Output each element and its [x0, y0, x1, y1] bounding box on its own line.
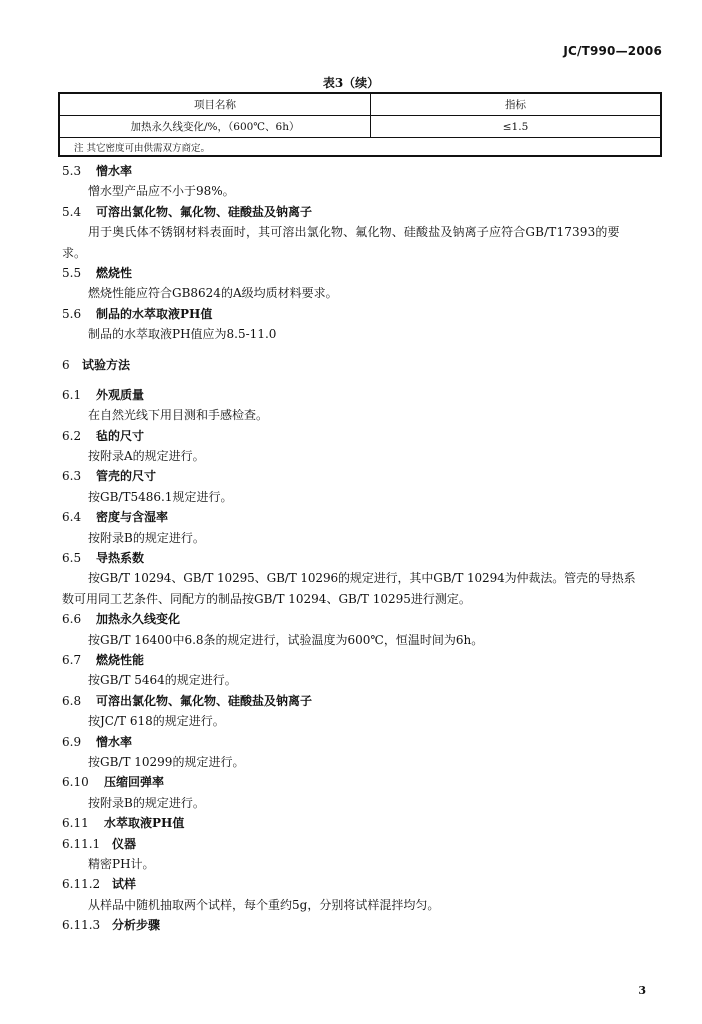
- section-title: 制品的水萃取液PH值: [96, 306, 213, 321]
- paragraph: 憎水型产品应不小于98%。: [88, 184, 235, 199]
- paragraph: 按附录B的规定进行。: [88, 530, 205, 545]
- paragraph: 在自然光线下用目测和手感检查。: [88, 408, 269, 423]
- paragraph: 按附录A的规定进行。: [88, 449, 205, 464]
- section-title: 加热永久线变化: [96, 612, 181, 627]
- section-number: 6.3: [62, 469, 82, 484]
- section-heading-5-3: [62, 161, 662, 181]
- section-heading-6-11-1: [62, 834, 662, 854]
- section-number: 5.4: [62, 204, 82, 219]
- section-title: 密度与含湿率: [96, 510, 169, 525]
- paragraph: 按JC/T 618的规定进行。: [88, 714, 225, 729]
- section-title: 外观质量: [96, 387, 145, 402]
- column-header-item: 项目名称: [59, 93, 371, 116]
- section-title: 管壳的尺寸: [96, 469, 157, 484]
- section-title: 导热系数: [96, 551, 145, 566]
- section-title: 试验方法: [82, 357, 131, 372]
- section-number: 6.7: [62, 652, 82, 667]
- table-header-row: [59, 93, 661, 116]
- section-heading-6-11-3: [62, 915, 662, 935]
- section-heading-5-5: [62, 263, 662, 283]
- section-heading-6-7: [62, 650, 662, 670]
- section-heading-6: [62, 355, 662, 375]
- section-heading-5-6: [62, 304, 662, 324]
- section-number: 6.4: [62, 510, 82, 525]
- paragraph: 按附录B的规定进行。: [88, 795, 205, 810]
- section-heading-6-3: [62, 466, 662, 486]
- section-number: 6.11: [62, 816, 89, 831]
- section-title: 分析步骤: [112, 918, 161, 933]
- section-heading-6-11: [62, 813, 662, 833]
- paragraph: 按GB/T5486.1规定进行。: [88, 489, 233, 504]
- paragraph: 按GB/T 16400中6.8条的规定进行，试验温度为600℃，恒温时间为6h。: [88, 632, 484, 647]
- page-number: 3: [638, 984, 646, 997]
- paragraph: 从样品中随机抽取两个试样，每个重约5g，分别将试样混拌均匀。: [88, 897, 440, 912]
- document-body: [62, 161, 662, 935]
- table-title: 表3（续）: [322, 76, 380, 90]
- spacer: [62, 375, 662, 385]
- section-number: 6: [62, 357, 70, 372]
- paragraph: 按GB/T 5464的规定进行。: [88, 673, 237, 688]
- section-number: 6.8: [62, 693, 82, 708]
- table-cell-item: 加热永久线变化/%，（600℃、6h）: [59, 116, 371, 138]
- section-title: 憎水率: [96, 164, 133, 178]
- table-note: 注 其它密度可由供需双方商定。: [59, 138, 661, 157]
- section-number: 6.11.1: [62, 836, 101, 851]
- paragraph: 燃烧性能应符合GB8624的A级均质材料要求。: [88, 286, 338, 301]
- spec-table: [58, 92, 662, 157]
- section-title: 可溶出氯化物、氟化物、硅酸盐及钠离子: [96, 204, 313, 219]
- section-heading-6-9: [62, 732, 662, 752]
- section-heading-6-2: [62, 426, 662, 446]
- paragraph-continuation: 求。: [62, 245, 87, 260]
- paragraph: 精密PH计。: [88, 856, 155, 871]
- section-number: 5.3: [62, 164, 82, 178]
- section-title: 憎水率: [96, 734, 133, 749]
- section-heading-6-11-2: [62, 874, 662, 894]
- section-title: 水萃取液PH值: [104, 816, 185, 831]
- section-number: 6.11.2: [62, 877, 101, 892]
- table-cell-value: ≤1.5: [371, 116, 662, 138]
- section-heading-6-5: [62, 548, 662, 568]
- section-title: 燃烧性: [96, 265, 133, 280]
- section-number: 6.10: [62, 775, 89, 790]
- spacer: [62, 345, 662, 355]
- paragraph: 按GB/T 10294、GB/T 10295、GB/T 10296的规定进行，其中GB/T 10294为仲裁法。管壳的导热系: [88, 571, 636, 586]
- section-number: 5.6: [62, 306, 82, 321]
- paragraph: 用于奥氏体不锈钢材料表面时，其可溶出氯化物、氟化物、硅酸盐及钠离子应符合GB/T17393的要: [88, 225, 620, 240]
- section-number: 6.1: [62, 387, 82, 402]
- section-heading-6-6: [62, 609, 662, 629]
- section-title: 燃烧性能: [96, 652, 145, 667]
- standard-code: JC/T990—2006: [563, 44, 662, 58]
- table-row: [59, 116, 661, 138]
- section-heading-6-4: [62, 507, 662, 527]
- column-header-index: 指标: [371, 93, 662, 116]
- section-number: 6.6: [62, 612, 82, 627]
- section-number: 6.5: [62, 551, 82, 566]
- section-heading-6-8: [62, 691, 662, 711]
- section-heading-6-10: [62, 772, 662, 792]
- section-number: 6.11.3: [62, 918, 101, 933]
- section-title: 压缩回弹率: [104, 775, 165, 790]
- section-title: 试样: [112, 877, 137, 892]
- section-number: 6.9: [62, 734, 82, 749]
- section-heading-6-1: [62, 385, 662, 405]
- section-number: 5.5: [62, 265, 82, 280]
- paragraph-continuation: 数可用同工艺条件、同配方的制品按GB/T 10294、GB/T 10295进行测定。: [62, 591, 471, 606]
- section-heading-5-4: [62, 202, 662, 222]
- section-title: 仪器: [112, 836, 137, 851]
- paragraph: 制品的水萃取液PH值应为8.5-11.0: [88, 327, 277, 342]
- section-number: 6.2: [62, 428, 82, 443]
- paragraph: 按GB/T 10299的规定进行。: [88, 754, 245, 769]
- section-title: 可溶出氯化物、氟化物、硅酸盐及钠离子: [96, 693, 313, 708]
- table-note-row: [59, 138, 661, 157]
- section-title: 毡的尺寸: [96, 428, 145, 443]
